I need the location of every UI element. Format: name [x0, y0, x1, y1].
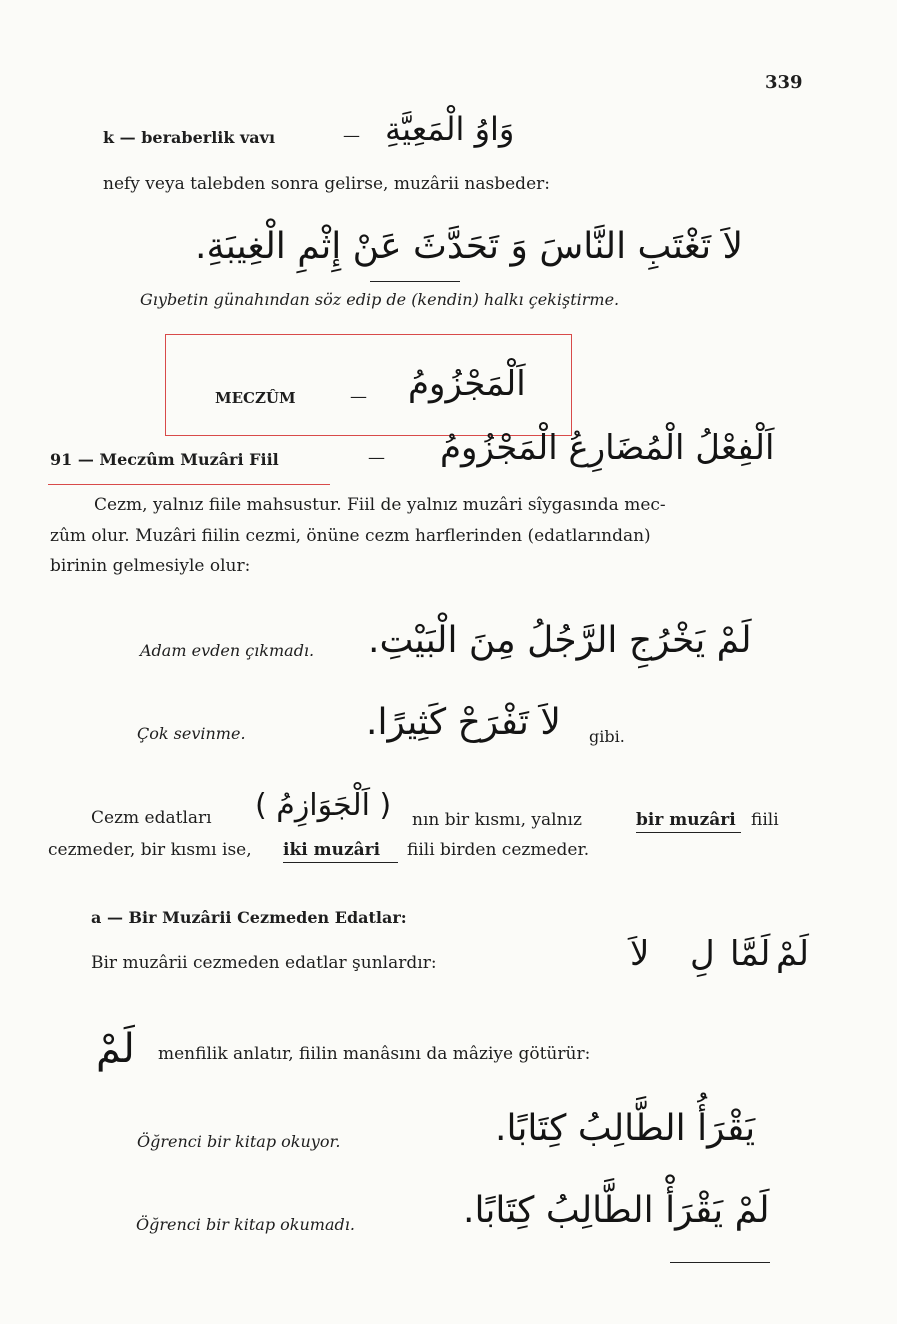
cezm-para-end-1: fiili: [751, 810, 779, 830]
section-91-arabic: اَلْفِعْلُ الْمُضَارِعُ الْمَجْزُومُ: [440, 428, 775, 468]
cezm-para-bold-1-underline: [636, 832, 741, 833]
section-a-heading: a — Bir Muzârii Cezmeden Edatlar:: [91, 908, 407, 927]
meczum-dash: —: [350, 387, 367, 407]
edat-la: لاَ: [630, 934, 650, 974]
k-arabic: وَاوُ الْمَعِيَّةِ: [385, 110, 515, 148]
k-heading: k — beraberlik vavı: [103, 128, 276, 147]
section-91-dash: —: [368, 448, 385, 468]
cezm-para-arabic: ( اَلْجَوَازِمُ ): [255, 788, 392, 823]
example-4-arabic: لَمْ يَقْرَأْ الطَّالِبُ كِتَابًا.: [463, 1190, 770, 1231]
cezm-para-bold-2-underline: [283, 862, 398, 863]
example-4-underline: [670, 1262, 770, 1263]
section-91-paragraph-line-3: birinin gelmesiyle olur:: [50, 556, 251, 576]
lam-arabic: لَمْ: [96, 1026, 135, 1072]
section-91-paragraph-line-1: Cezm, yalnız fiile mahsustur. Fiil de yalnız muzâri sîygasında mec-: [94, 495, 666, 515]
example-3-arabic: يَقْرَأُ الطَّالِبُ كِتَابًا.: [495, 1108, 756, 1149]
k-example-underline: [370, 281, 460, 282]
k-dash: —: [343, 126, 360, 146]
section-91-paragraph-line-2: zûm olur. Muzâri fiilin cezmi, önüne cezm harflerinden (edatlarından): [50, 526, 651, 546]
section-91-underline: [48, 484, 330, 485]
cezm-para-line-2-start: cezmeder, bir kısmı ise,: [48, 840, 252, 860]
edat-li: لِ: [690, 934, 715, 974]
section-a-line: Bir muzârii cezmeden edatlar şunlardır:: [91, 953, 437, 973]
cezm-para-bold-2: iki muzâri: [283, 840, 381, 860]
example-1-arabic: لَمْ يَخْرُجِ الرَّجُلُ مِنَ الْبَيْتِ.: [368, 620, 752, 661]
example-4-translation: Öğrenci bir kitap okumadı.: [136, 1215, 355, 1234]
k-example-arabic: لاَ تَغْتَبِ النَّاسَ وَ تَحَدَّثَ عَنْ إِثْمِ الْغِيبَةِ.: [195, 226, 744, 267]
cezm-para-mid: nın bir kısmı, yalnız: [412, 810, 582, 830]
lam-description: menfilik anlatır, fiilin manâsını da mâziye götürür:: [158, 1044, 591, 1064]
k-line: nefy veya talebden sonra gelirse, muzârii nasbeder:: [103, 174, 550, 194]
cezm-para-start: Cezm edatları: [91, 808, 212, 828]
meczum-arabic: اَلْمَجْزُومُ: [408, 364, 526, 404]
cezm-para-line-2-end: fiili birden cezmeder.: [407, 840, 590, 860]
k-example-translation: Gıybetin günahından söz edip de (kendin) halkı çekiştirme.: [140, 290, 620, 309]
example-1-translation: Adam evden çıkmadı.: [140, 641, 315, 660]
edat-lam: لَمْ: [776, 934, 809, 974]
cezm-para-bold-1: bir muzâri: [636, 810, 736, 830]
edat-lamma: لَمَّا: [730, 934, 771, 974]
example-2-gibi: gibi.: [589, 727, 625, 746]
example-2-translation: Çok sevinme.: [137, 724, 246, 743]
example-3-translation: Öğrenci bir kitap okuyor.: [137, 1132, 341, 1151]
meczum-label: MECZÛM: [215, 389, 296, 407]
section-91-heading: 91 — Meczûm Muzâri Fiil: [50, 450, 279, 469]
example-2-arabic: لاَ تَفْرَحْ كَثِيرًا.: [366, 702, 561, 743]
page-number: 339: [765, 72, 803, 93]
